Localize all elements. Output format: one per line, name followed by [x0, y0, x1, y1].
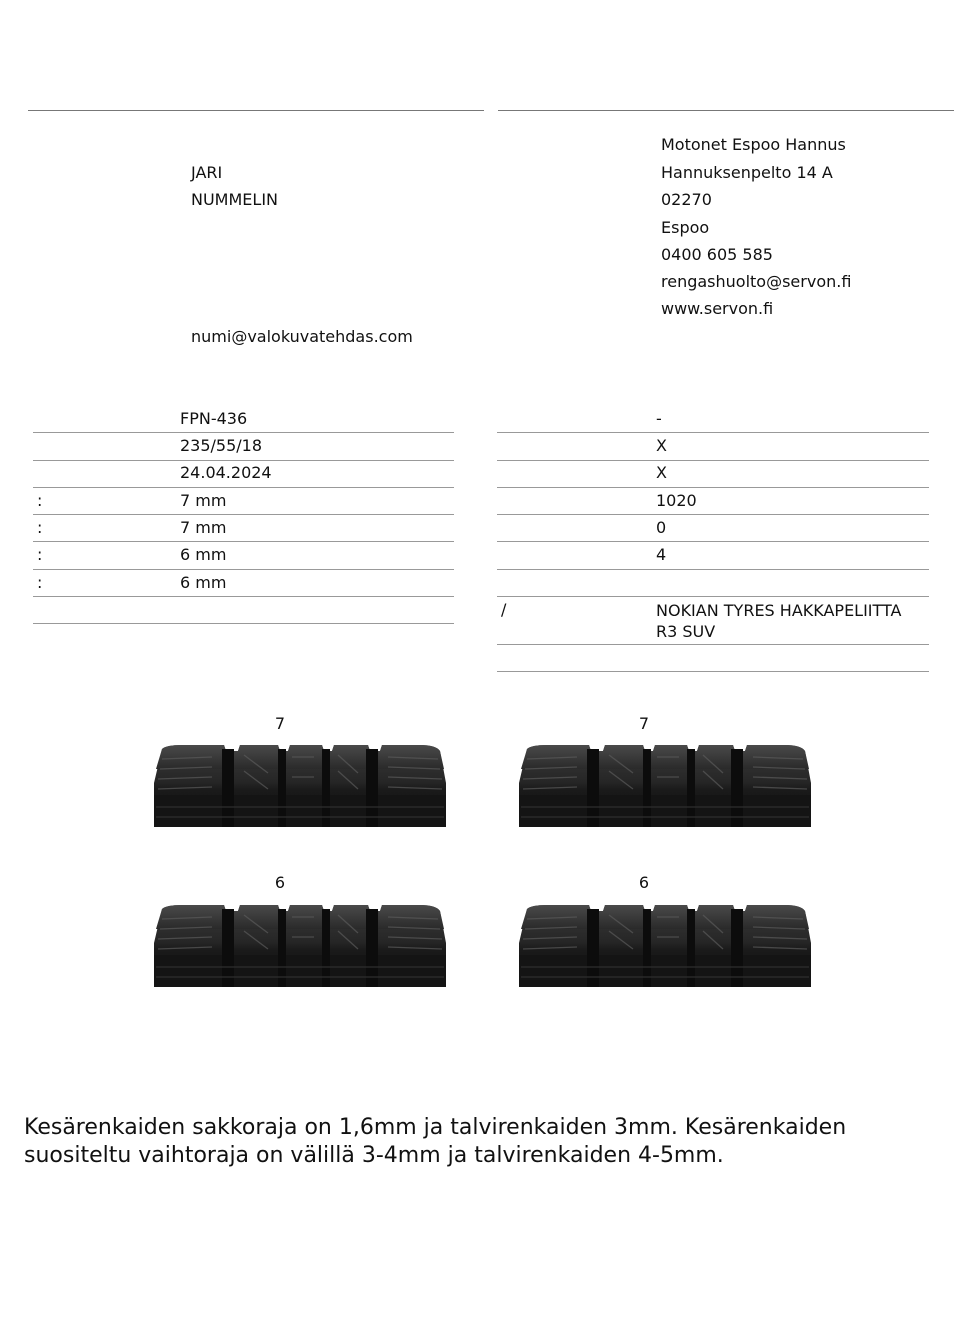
- row-divider: [33, 487, 454, 488]
- shop-name: Motonet Espoo Hannus: [661, 135, 846, 154]
- table-row-value: X: [656, 436, 667, 455]
- row-divider: [497, 541, 929, 542]
- shop-phone[interactable]: 0400 605 585: [661, 245, 773, 264]
- tire-depth-front-right: 7: [638, 714, 650, 733]
- table-row-label: :: [37, 545, 43, 564]
- customer-last-name: NUMMELIN: [191, 190, 278, 209]
- table-row-label: :: [37, 518, 43, 537]
- table-row-value: 7 mm: [180, 491, 227, 510]
- shop-street: Hannuksenpelto 14 A: [661, 163, 833, 182]
- customer-first-name: JARI: [191, 163, 223, 182]
- table-row-value: 1020: [656, 491, 697, 510]
- row-divider: [497, 432, 929, 433]
- customer-email[interactable]: numi@valokuvatehdas.com: [191, 327, 413, 346]
- table-row-label: /: [501, 600, 507, 619]
- tire-front-right-icon: [517, 743, 813, 827]
- row-divider: [33, 596, 454, 597]
- shop-city: Espoo: [661, 218, 710, 237]
- tire-depth-front-left: 7: [274, 714, 286, 733]
- row-divider: [497, 460, 929, 461]
- table-row-value: 6 mm: [180, 573, 227, 592]
- table-row-value: -: [656, 409, 662, 428]
- table-row-label: :: [37, 573, 43, 592]
- table-row-value: 7 mm: [180, 518, 227, 537]
- top-rule-left: [28, 110, 484, 111]
- row-divider: [497, 514, 929, 515]
- tire-rear-right-icon: [517, 903, 813, 987]
- tire-depth-rear-left: 6: [274, 873, 286, 892]
- table-row-value: 235/55/18: [180, 436, 263, 455]
- row-divider: [33, 460, 454, 461]
- table-row-value: 6 mm: [180, 545, 227, 564]
- row-divider: [497, 487, 929, 488]
- table-row-value: 0: [656, 518, 667, 537]
- table-row-value: 4: [656, 545, 667, 564]
- table-row-value: NOKIAN TYRES HAKKAPELIITTA R3 SUV: [656, 601, 902, 641]
- shop-postal-code: 02270: [661, 190, 712, 209]
- shop-website[interactable]: www.servon.fi: [661, 299, 774, 318]
- table-row-value: FPN-436: [180, 409, 248, 428]
- row-divider: [497, 671, 929, 672]
- row-divider: [33, 623, 454, 624]
- table-row-value: 24.04.2024: [180, 463, 272, 482]
- shop-email[interactable]: rengashuolto@servon.fi: [661, 272, 852, 291]
- row-divider: [33, 514, 454, 515]
- row-divider: [497, 596, 929, 597]
- table-row-value: X: [656, 463, 667, 482]
- row-divider: [33, 541, 454, 542]
- tire-rear-left-icon: [152, 903, 448, 987]
- tire-front-left-icon: [152, 743, 448, 827]
- tread-limit-note: Kesärenkaiden sakkoraja on 1,6mm ja talvirenkaiden 3mm. Kesärenkaiden suositeltu vaihtoraja on välillä 3-4mm ja talvirenkaiden 4-5mm.: [24, 1115, 847, 1168]
- top-rule-right: [498, 110, 954, 111]
- row-divider: [33, 432, 454, 433]
- row-divider: [497, 569, 929, 570]
- row-divider: [497, 644, 929, 645]
- tire-depth-rear-right: 6: [638, 873, 650, 892]
- row-divider: [33, 569, 454, 570]
- table-row-label: :: [37, 491, 43, 510]
